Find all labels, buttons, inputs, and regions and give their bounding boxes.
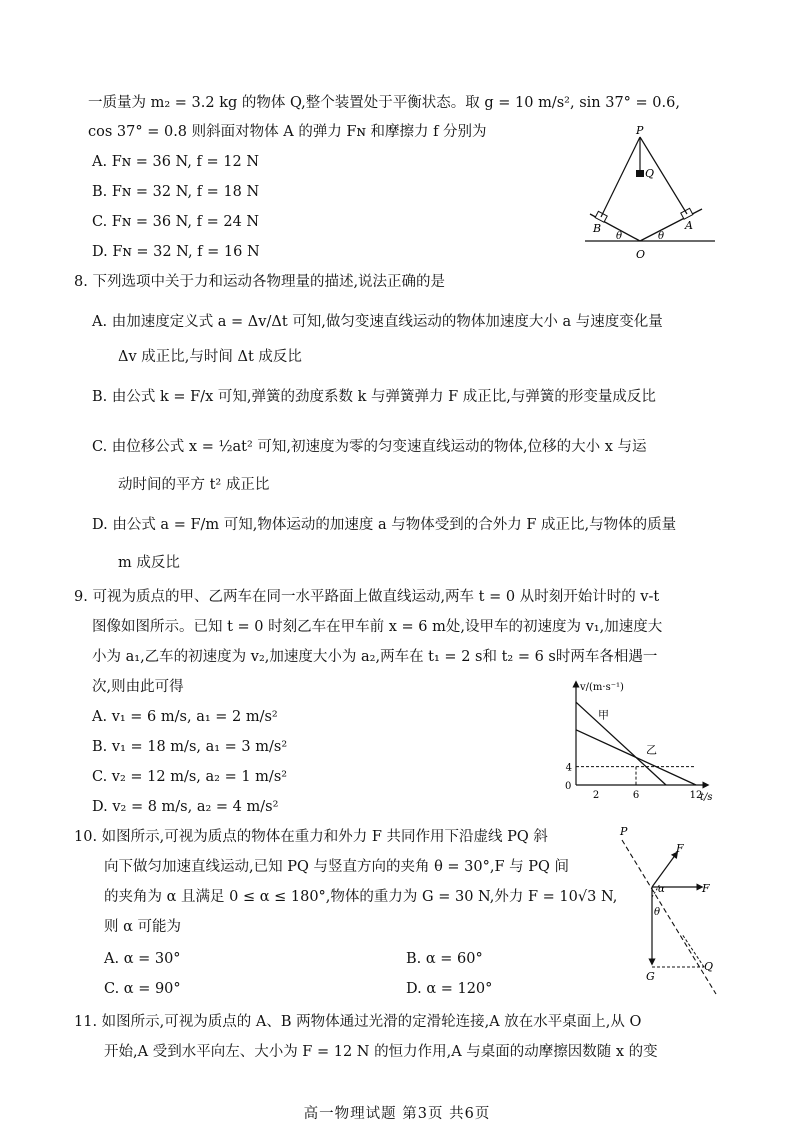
- q11-stem-1: 11. 如图所示,可视为质点的 A、B 两物体通过光滑的定滑轮连接,A 放在水平桌面上,从 O: [74, 1014, 642, 1030]
- q10-label-f-right: F: [702, 882, 710, 895]
- q10-label-theta: θ: [654, 907, 661, 918]
- q10-option-c: C. α = 90°: [104, 981, 181, 997]
- q9-x-axis-label: t/s: [700, 792, 713, 803]
- q10-label-q: Q: [704, 960, 714, 973]
- q10-option-b: B. α = 60°: [406, 951, 483, 967]
- q7-label-q: Q: [645, 167, 655, 180]
- q9-stem-4: 次,则由此可得: [92, 679, 184, 695]
- q10-stem-1: 10. 如图所示,可视为质点的物体在重力和外力 F 共同作用下沿虚线 PQ 斜: [74, 829, 548, 845]
- q9-option-a: A. v₁ = 6 m/s, a₁ = 2 m/s²: [92, 709, 278, 725]
- q9-option-b: B. v₁ = 18 m/s, a₁ = 3 m/s²: [92, 739, 288, 755]
- q7-label-b: B: [593, 222, 602, 235]
- q10-label-f-up: F: [676, 842, 684, 855]
- q7-label-theta-right: θ: [658, 231, 665, 242]
- q7-label-p: P: [636, 124, 644, 137]
- q9-origin-label: 0: [565, 781, 572, 792]
- q9-x-tick-12: 12: [689, 790, 703, 801]
- q7-figure: [580, 120, 720, 265]
- q7-label-theta-left: θ: [616, 231, 623, 242]
- q8-option-c-line1: C. 由位移公式 x = ½at² 可知,初速度为零的匀变速直线运动的物体,位移的大小 x 与运: [92, 439, 647, 455]
- q9-stem-2: 图像如图所示。已知 t = 0 时刻乙车在甲车前 x = 6 m处,设甲车的初速度为 v₁,加速度大: [92, 619, 663, 635]
- q7-label-a: A: [685, 219, 693, 232]
- q9-y-tick-4: 4: [565, 762, 572, 774]
- q10-stem-3: 的夹角为 α 且满足 0 ≤ α ≤ 180°,物体的重力为 G = 30 N,外力 F = 10√3 N,: [104, 889, 618, 905]
- q10-label-p: P: [620, 825, 628, 838]
- q9-legend-jia: 甲: [598, 708, 609, 722]
- q9-x-tick-6: 6: [632, 790, 640, 801]
- q10-stem-2: 向下做匀加速直线运动,已知 PQ 与竖直方向的夹角 θ = 30°,F 与 PQ 间: [104, 859, 570, 875]
- q7-option-b: B. Fɴ = 32 N, f = 18 N: [92, 184, 260, 200]
- q7-lead: 一质量为 m₂ = 3.2 kg 的物体 Q,整个装置处于平衡状态。取 g = 10 m/s², sin 37° = 0.6,: [88, 95, 680, 111]
- q8-option-c-line2: 动时间的平方 t² 成正比: [118, 477, 270, 493]
- q8-option-a-line2: Δv 成正比,与时间 Δt 成反比: [118, 349, 302, 365]
- q9-stem-3: 小为 a₁,乙车的初速度为 v₂,加速度大小为 a₂,两车在 t₁ = 2 s和 t₂ = 6 s时两车各相遇一: [92, 649, 658, 665]
- q9-option-d: D. v₂ = 8 m/s, a₂ = 4 m/s²: [92, 799, 279, 815]
- q11-stem-2: 开始,A 受到水平向左、大小为 F = 12 N 的恒力作用,A 与桌面的动摩擦因数随 x 的变: [104, 1044, 658, 1060]
- q10-option-a: A. α = 30°: [104, 951, 181, 967]
- q10-stem-4: 则 α 可能为: [104, 919, 182, 935]
- q9-legend-yi: 乙: [646, 743, 657, 757]
- q8-option-d-line2: m 成反比: [118, 555, 180, 571]
- q10-figure: [612, 822, 722, 1002]
- q10-label-g: G: [646, 970, 655, 983]
- q8-option-a-line1: A. 由加速度定义式 a = Δv/Δt 可知,做匀变速直线运动的物体加速度大小 a 与速度变化量: [92, 314, 663, 330]
- q9-stem-1: 9. 可视为质点的甲、乙两车在同一水平路面上做直线运动,两车 t = 0 从时刻开始计时的 v-t: [74, 589, 660, 605]
- q9-y-axis-label: v/(m·s⁻¹): [580, 682, 624, 693]
- q8-option-b: B. 由公式 k = F/x 可知,弹簧的劲度系数 k 与弹簧弹力 F 成正比,与弹簧的形变量成反比: [92, 389, 656, 405]
- q9-vt-chart: [556, 676, 726, 806]
- q10-option-d: D. α = 120°: [406, 981, 493, 997]
- q9-option-c: C. v₂ = 12 m/s, a₂ = 1 m/s²: [92, 769, 288, 785]
- q7-option-a: A. Fɴ = 36 N, f = 12 N: [92, 154, 260, 170]
- q9-x-tick-2: 2: [592, 790, 600, 801]
- q8-stem: 8. 下列选项中关于力和运动各物理量的描述,说法正确的是: [74, 274, 446, 290]
- q8-option-d-line1: D. 由公式 a = F/m 可知,物体运动的加速度 a 与物体受到的合外力 F 成正比,与物体的质量: [92, 517, 677, 533]
- q7-lead2: cos 37° = 0.8 则斜面对物体 A 的弹力 Fɴ 和摩擦力 f 分别为: [88, 124, 487, 140]
- q7-option-c: C. Fɴ = 36 N, f = 24 N: [92, 214, 260, 230]
- page-footer: 高一物理试题 第3页 共6页: [303, 1106, 491, 1122]
- q10-label-alpha: α: [658, 884, 665, 895]
- q7-option-d: D. Fɴ = 32 N, f = 16 N: [92, 244, 260, 260]
- q7-label-o: O: [636, 248, 646, 261]
